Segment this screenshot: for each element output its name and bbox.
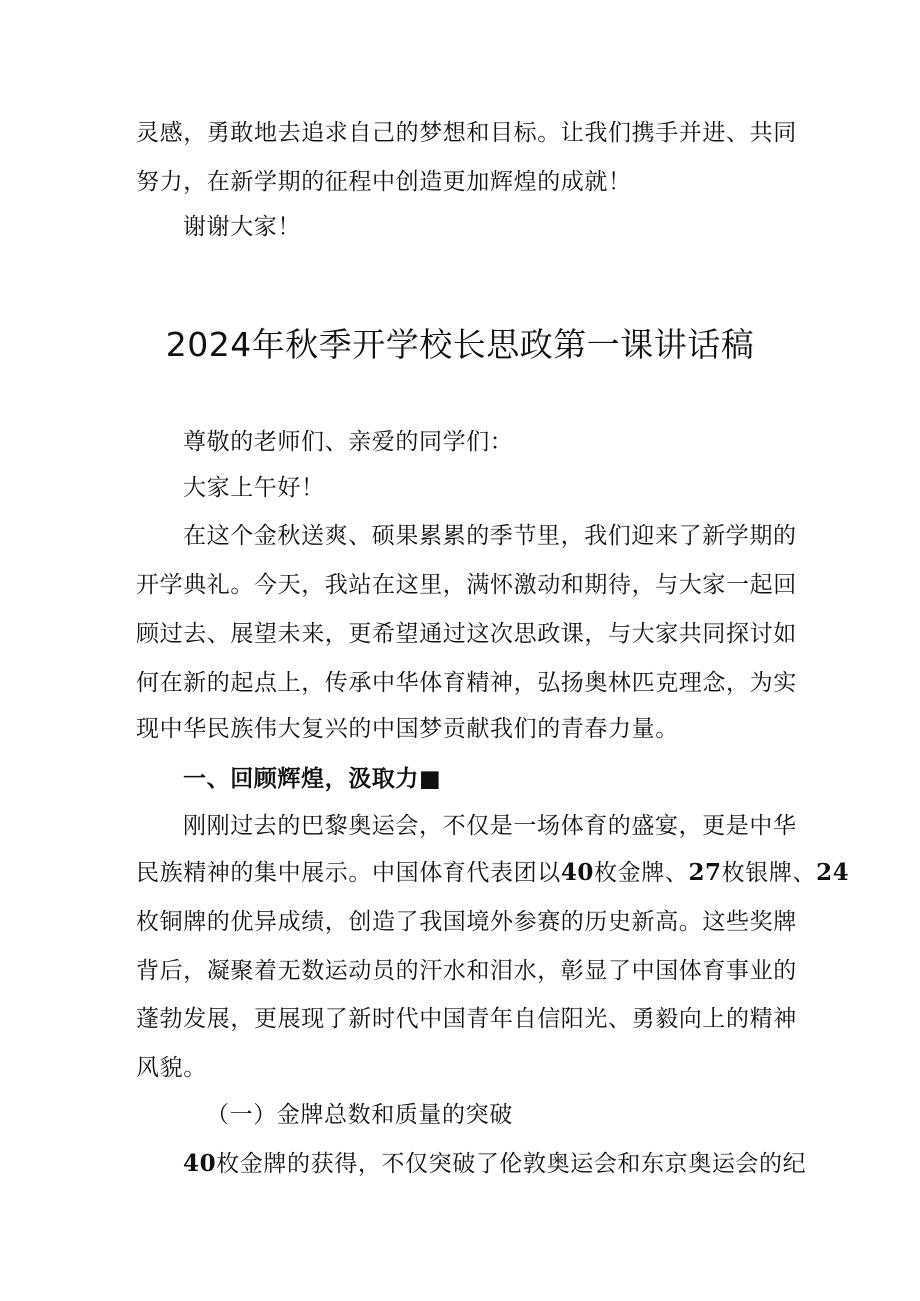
- subsection-heading: （一）金牌总数和质量的突破: [206, 1102, 513, 1128]
- page-title: 2024年秋季开学校长思政第一课讲话稿: [165, 325, 755, 364]
- paragraph-line: 民族精神的集中展示。中国体育代表团以40枚金牌、27枚银牌、24: [136, 859, 850, 886]
- paragraph-line: 现中华民族伟大复兴的中国梦贡献我们的青春力量。: [136, 716, 679, 742]
- text-line: 灵感，勇敢地去追求自己的梦想和目标。让我们携手并进、共同: [136, 120, 797, 146]
- paragraph-line: 刚刚过去的巴黎奥运会，不仅是一场体育的盛宴，更是中华: [183, 813, 797, 839]
- text-line: 努力，在新学期的征程中创造更加辉煌的成就！: [136, 169, 632, 195]
- paragraph-line: 开学典礼。今天，我站在这里，满怀激动和期待，与大家一起回: [136, 572, 797, 598]
- number-value: 40: [560, 859, 595, 886]
- paragraph-line: 风貌。: [136, 1055, 207, 1081]
- number-value: 27: [688, 859, 722, 886]
- paragraph-line: 何在新的起点上，传承中华体育精神，弘扬奥林匹克理念，为实: [136, 670, 797, 696]
- paragraph-line: 背后，凝聚着无数运动员的汗水和泪水，彰显了中国体育事业的: [136, 958, 797, 984]
- paragraph-line: 蓬勃发展，更展现了新时代中国青年自信阳光、勇毅向上的精神: [136, 1006, 797, 1032]
- section-heading: 一、回顾辉煌，汲取力■: [183, 766, 442, 792]
- paragraph-line: 40枚金牌的获得，不仅突破了伦敦奥运会和东京奥运会的纪: [183, 1150, 807, 1177]
- paragraph-line: 枚铜牌的优异成绩，创造了我国境外参赛的历史新高。这些奖牌: [136, 909, 797, 935]
- closing-thanks: 谢谢大家！: [183, 214, 301, 240]
- number-value: 40: [183, 1150, 217, 1177]
- salutation: 尊敬的老师们、亲爱的同学们：: [183, 429, 514, 455]
- number-value: 24: [816, 859, 850, 886]
- paragraph-line: 顾过去、展望未来，更希望通过这次思政课，与大家共同探讨如: [136, 621, 797, 647]
- paragraph-line: 在这个金秋送爽、硕果累累的季节里，我们迎来了新学期的: [183, 523, 797, 549]
- greeting-line: 大家上午好！: [183, 475, 325, 501]
